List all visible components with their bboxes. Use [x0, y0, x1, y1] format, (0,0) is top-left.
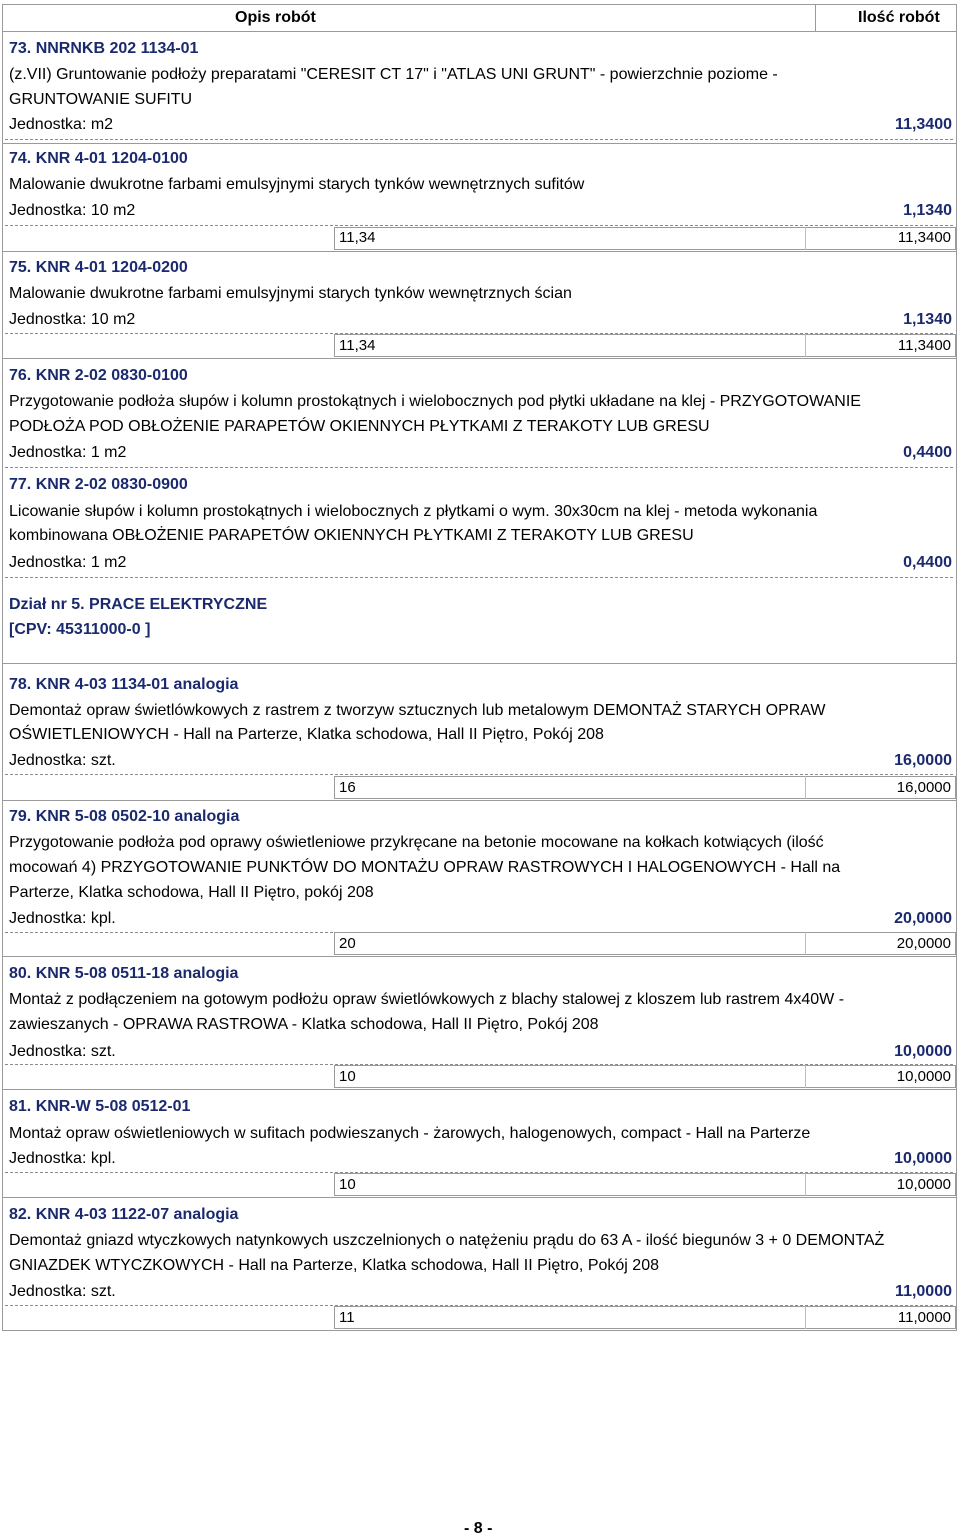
quantity-calc-result: 16,0000	[896, 779, 951, 796]
item-total: 11,0000	[895, 1283, 952, 1300]
item-desc-line: zawieszanych - OPRAWA RASTROWA - Klatka schodowa, Hall II Piętro, Pokój 208	[9, 1016, 599, 1033]
quantity-calc-separator	[805, 932, 806, 955]
item-code: 75. KNR 4-01 1204-0200	[9, 259, 188, 276]
item-unit: Jednostka: szt.	[9, 1283, 116, 1300]
item-code: 81. KNR-W 5-08 0512-01	[9, 1098, 191, 1115]
item-unit: Jednostka: 10 m2	[9, 311, 136, 328]
item-unit: Jednostka: szt.	[9, 752, 116, 769]
item-unit: Jednostka: 10 m2	[9, 202, 136, 219]
item-code: 76. KNR 2-02 0830-0100	[9, 367, 188, 384]
quantity-calc-value: 10	[339, 1068, 356, 1085]
item-code: 80. KNR 5-08 0511-18 analogia	[9, 965, 239, 982]
item-desc-line: Montaż opraw oświetleniowych w sufitach podwieszanych - żarowych, halogenowych, compact - Hall na Parterze	[9, 1125, 811, 1142]
item-total: 20,0000	[894, 910, 952, 927]
item-separator	[2, 143, 957, 144]
item-desc-line: Malowanie dwukrotne farbami emulsyjnymi starych tynków wewnętrznych sufitów	[9, 176, 585, 193]
item-unit: Jednostka: 1 m2	[9, 554, 127, 571]
item-total: 10,0000	[894, 1043, 952, 1060]
item-divider	[5, 467, 953, 468]
item-desc-line: GNIAZDEK WTYCZKOWYCH - Hall na Parterze, Klatka schodowa, Hall II Piętro, Pokój 208	[9, 1257, 659, 1274]
item-desc-line: mocowań 4) PRZYGOTOWANIE PUNKTÓW DO MONTAŻU OPRAW RASTROWYCH I HALOGENOWYCH - Hall na	[9, 859, 841, 876]
item-separator	[2, 1089, 957, 1090]
quantity-calc-result: 11,0000	[897, 1309, 951, 1326]
item-desc-line: PODŁOŻA POD OBŁOŻENIE PARAPETÓW OKIENNYCH PŁYTKAMI Z TERAKOTY LUB GRESU	[9, 418, 710, 435]
item-separator	[2, 956, 957, 957]
quantity-calc-separator	[805, 776, 806, 799]
quantity-calc-value: 10	[339, 1176, 356, 1193]
item-desc-line: Przygotowanie podłoża słupów i kolumn prostokątnych i wielobocznych pod płytki układane na klej - PRZYGOTOWANIE	[9, 393, 861, 410]
quantity-calc-separator	[805, 1306, 806, 1329]
quantity-calc-separator	[805, 227, 806, 250]
header-divider	[815, 4, 816, 31]
item-desc-line: Przygotowanie podłoża pod oprawy oświetleniowe przykręcane na betonie mocowane na kołkach kotwiących (ilość	[9, 834, 824, 851]
item-total: 1,1340	[903, 311, 952, 328]
item-separator	[2, 358, 957, 359]
right-border	[956, 4, 957, 1331]
item-separator	[2, 251, 957, 252]
item-desc-line: Licowanie słupów i kolumn prostokątnych i wielobocznych z płytkami o wym. 30x30cm na klej - metoda wykonania	[9, 503, 818, 520]
item-unit: Jednostka: kpl.	[9, 910, 116, 927]
item-desc-line: Montaż z podłączeniem na gotowym podłożu opraw świetlówkowych z blachy stalowej z kloszem lub rastrem 4x40W -	[9, 991, 845, 1008]
quantity-calc-result: 20,0000	[896, 935, 951, 952]
section-title: Dział nr 5. PRACE ELEKTRYCZNE	[9, 596, 268, 613]
item-separator	[2, 800, 957, 801]
item-unit: Jednostka: 1 m2	[9, 444, 127, 461]
quantity-calc-value: 20	[339, 935, 356, 952]
quantity-calc-result: 11,3400	[897, 229, 951, 246]
item-desc-line: (z.VII) Gruntowanie podłoży preparatami "CERESIT CT 17" i "ATLAS UNI GRUNT" - powierzchnie poziome -	[9, 66, 778, 83]
item-desc-line: kombinowana OBŁOŻENIE PARAPETÓW OKIENNYCH PŁYTKAMI Z TERAKOTY LUB GRESU	[9, 527, 694, 544]
quantity-calc-result: 10,0000	[896, 1176, 951, 1193]
quantity-calc-value: 11,34	[339, 229, 376, 246]
item-total: 10,0000	[894, 1150, 952, 1167]
item-divider	[5, 139, 953, 140]
quantity-calc-value: 11	[339, 1309, 355, 1326]
item-code: 77. KNR 2-02 0830-0900	[9, 476, 188, 493]
quantity-calc-separator	[805, 1065, 806, 1088]
quantity-calc-separator	[805, 334, 806, 357]
item-code: 74. KNR 4-01 1204-0100	[9, 150, 188, 167]
header-ilosc: Ilość robót	[858, 9, 940, 26]
item-total: 0,4400	[903, 444, 952, 461]
header-opis: Opis robót	[235, 9, 316, 26]
item-divider	[5, 577, 953, 578]
quantity-calc-result: 11,3400	[897, 337, 951, 354]
quantity-calc-result: 10,0000	[896, 1068, 951, 1085]
section-cpv: [CPV: 45311000-0 ]	[9, 621, 151, 638]
item-total: 1,1340	[903, 202, 952, 219]
item-code: 73. NNRNKB 202 1134-01	[9, 40, 199, 57]
header-bottom-border	[2, 31, 957, 32]
quantity-calc-value: 16	[339, 779, 356, 796]
quantity-calc-separator	[805, 1173, 806, 1196]
item-code: 78. KNR 4-03 1134-01 analogia	[9, 676, 239, 693]
item-divider	[5, 774, 953, 775]
item-total: 0,4400	[903, 554, 952, 571]
quantity-calc-value: 11,34	[339, 337, 376, 354]
item-separator	[2, 1197, 957, 1198]
item-desc-line: OŚWIETLENIOWYCH - Hall na Parterze, Klatka schodowa, Hall II Piętro, Pokój 208	[9, 726, 604, 743]
item-desc-line: Demontaż opraw świetlówkowych z rastrem z tworzyw sztucznych lub metalowym DEMONTAŻ STARYCH OPRAW	[9, 702, 826, 719]
item-unit: Jednostka: kpl.	[9, 1150, 116, 1167]
item-desc-line: GRUNTOWANIE SUFITU	[9, 91, 193, 108]
item-unit: Jednostka: szt.	[9, 1043, 116, 1060]
section-separator	[2, 663, 957, 664]
item-code: 79. KNR 5-08 0502-10 analogia	[9, 808, 240, 825]
left-border	[2, 4, 3, 1331]
item-unit: Jednostka: m2	[9, 116, 114, 133]
item-desc-line: Parterze, Klatka schodowa, Hall II Piętro, pokój 208	[9, 884, 374, 901]
item-code: 82. KNR 4-03 1122-07 analogia	[9, 1206, 239, 1223]
item-total: 16,0000	[894, 752, 952, 769]
table-bottom-border	[2, 1330, 957, 1331]
item-desc-line: Demontaż gniazd wtyczkowych natynkowych uszczelnionych o natężeniu prądu do 63 A - ilość biegunów 3 + 0 DEMONTAŻ	[9, 1232, 885, 1249]
page-number: - 8 -	[464, 1520, 493, 1537]
item-divider	[5, 225, 953, 226]
header-top-border	[2, 4, 957, 5]
item-desc-line: Malowanie dwukrotne farbami emulsyjnymi starych tynków wewnętrznych ścian	[9, 285, 572, 302]
item-total: 11,3400	[895, 116, 952, 133]
